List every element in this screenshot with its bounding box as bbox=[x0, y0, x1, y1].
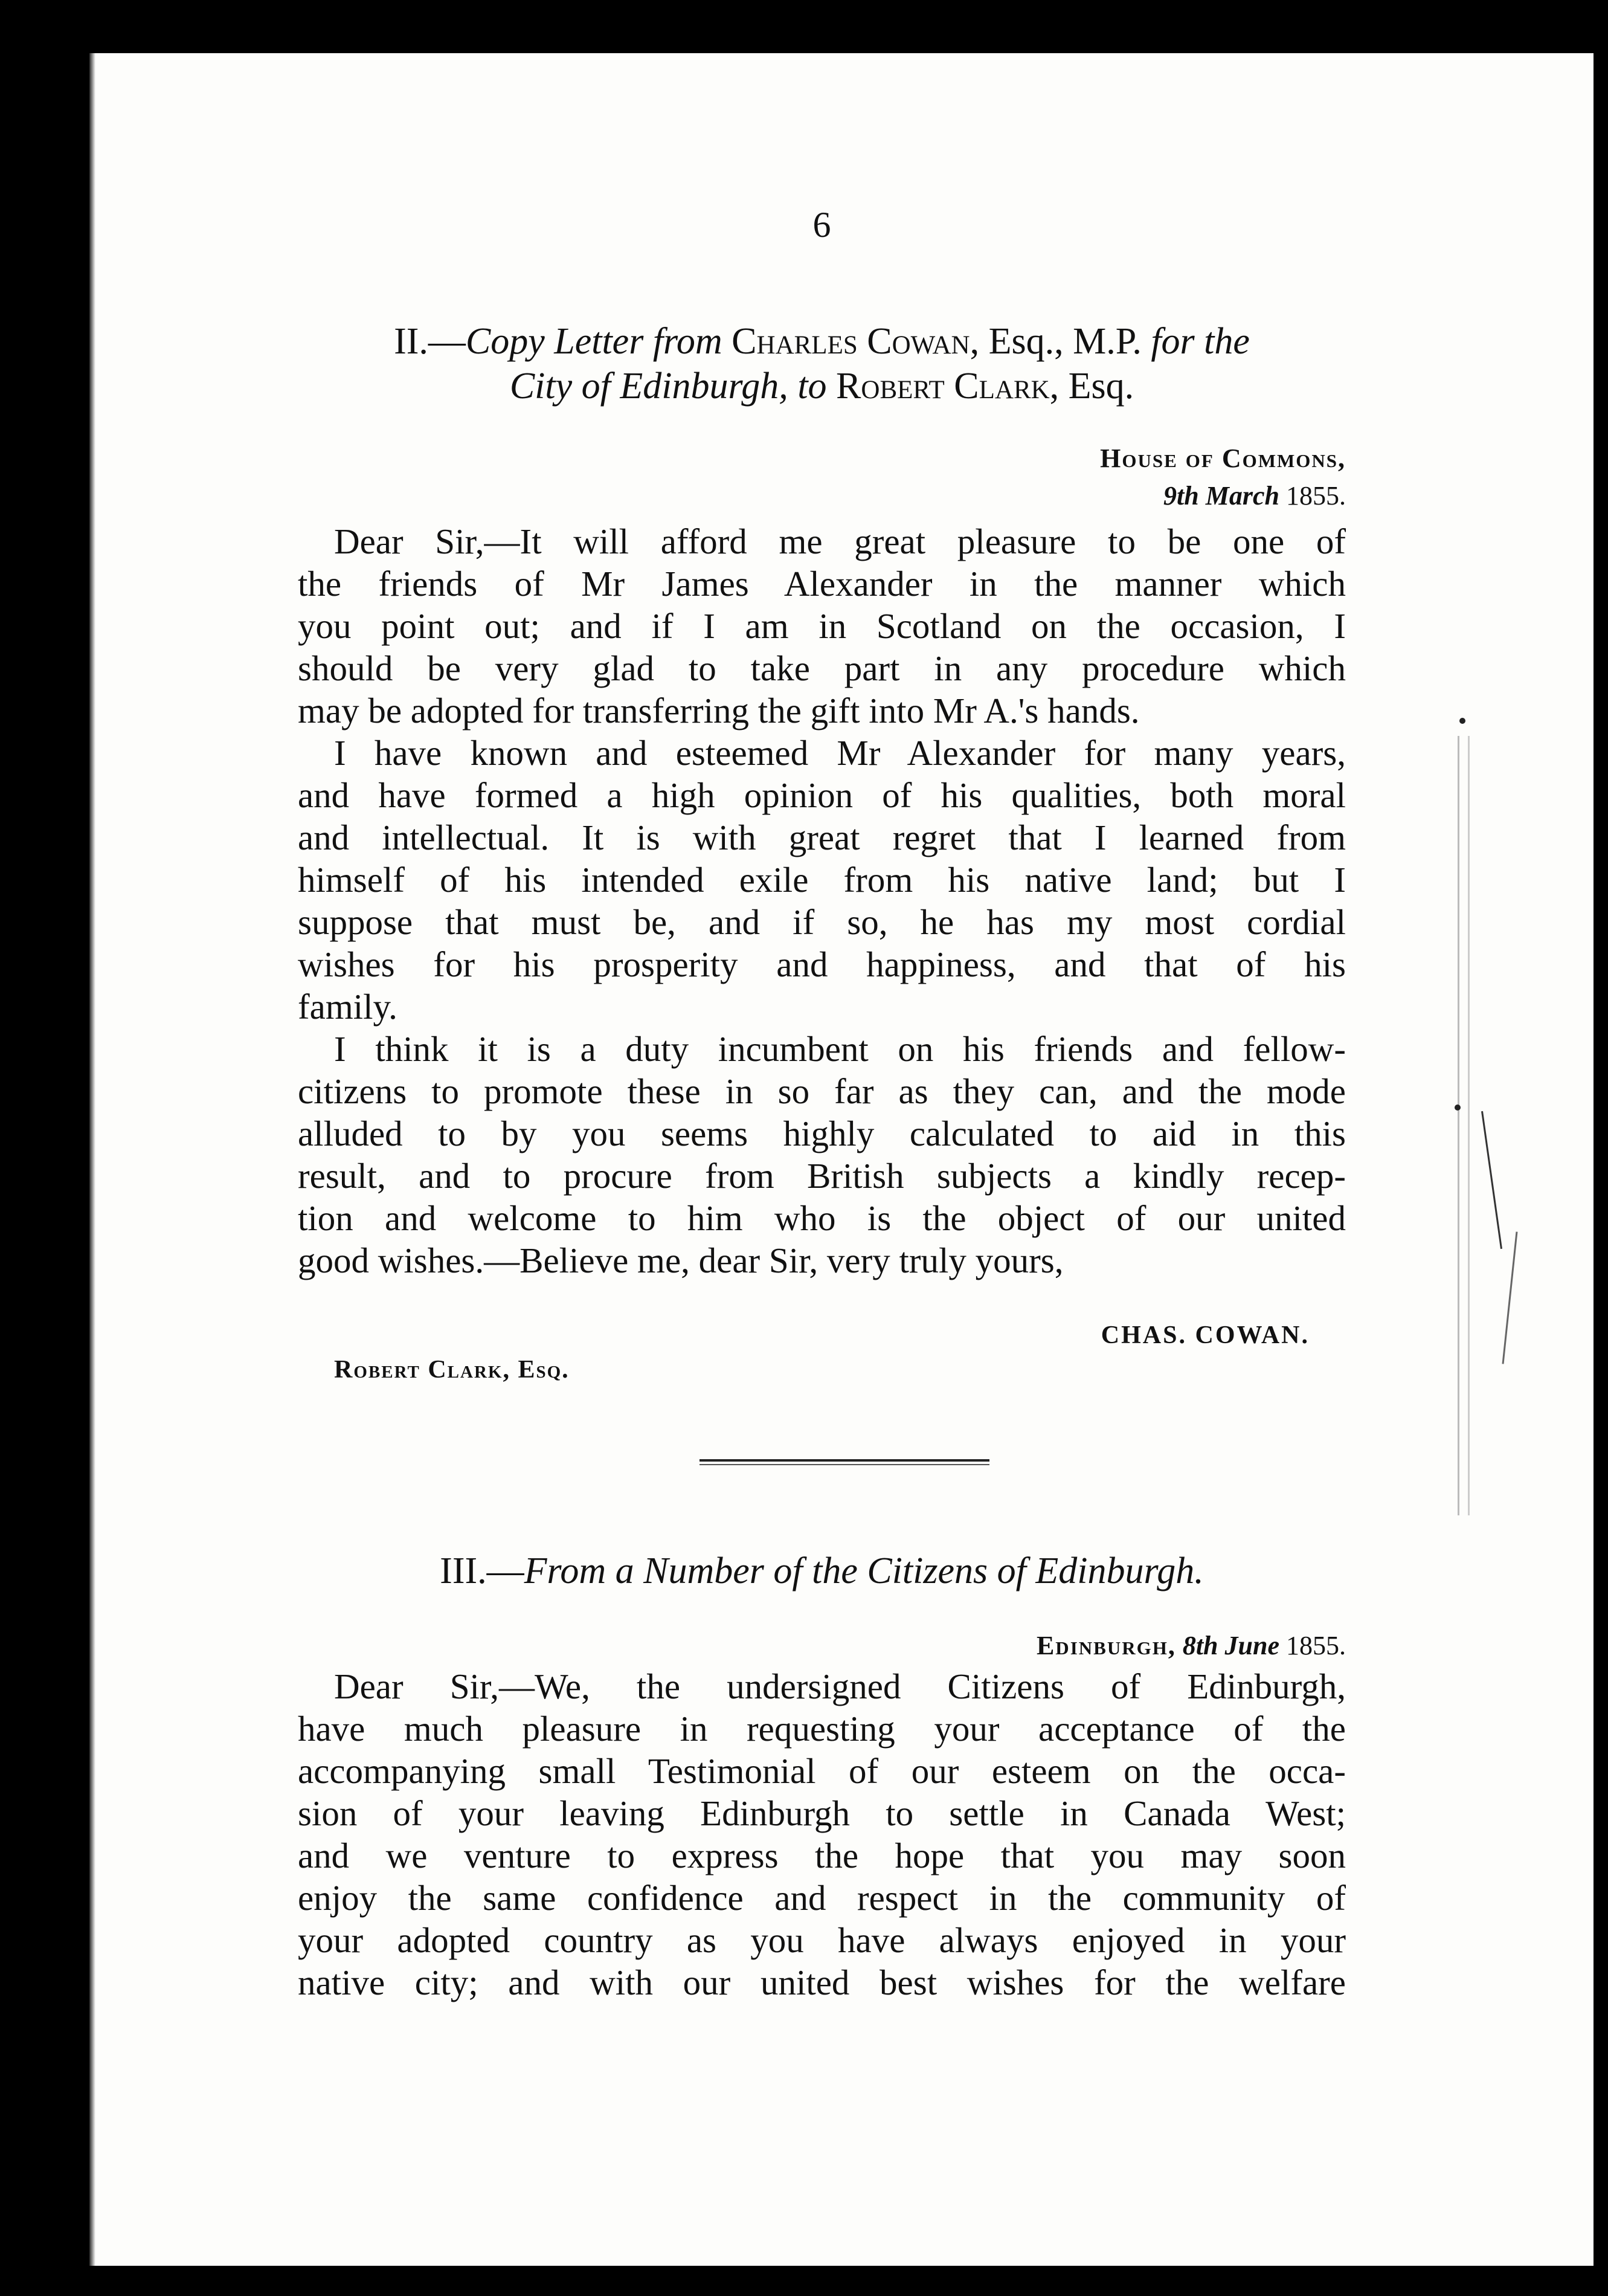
heading-italic: Copy Letter from bbox=[465, 321, 722, 362]
section-divider-thin bbox=[699, 1464, 989, 1465]
text-line: family. bbox=[298, 987, 397, 1027]
heading-italic-2: for the bbox=[1151, 321, 1250, 362]
section-three-dateline bbox=[1037, 1627, 1346, 1665]
text-line: Dear Sir,—It will afford me great pleasure to be one of bbox=[334, 521, 1346, 561]
text-line: citizens to promote these in so far as they can, and the mode bbox=[298, 1071, 1346, 1111]
text-line: sion of your leaving Edinburgh to settle in Canada West; bbox=[298, 1793, 1346, 1833]
text-line: tion and welcome to him who is the object of our united bbox=[298, 1198, 1346, 1238]
heading-esq: , Esq. bbox=[1049, 366, 1134, 407]
text-line: and we venture to express the hope that you may soon bbox=[298, 1836, 1346, 1875]
text-line: and intellectual. It is with great regret that I learned from bbox=[298, 817, 1346, 857]
heading-name-clark: Robert Clark bbox=[836, 366, 1050, 407]
dateline-date: 8th June bbox=[1182, 1631, 1279, 1660]
heading-prefix: III.— bbox=[440, 1550, 524, 1591]
text-line: native city; and with our united best wishes for the welfare bbox=[298, 1962, 1346, 2002]
text-line: have much pleasure in requesting your acceptance of the bbox=[298, 1709, 1346, 1749]
section-two-dateline bbox=[1100, 440, 1346, 515]
text-line: should be very glad to take part in any procedure which bbox=[298, 648, 1346, 688]
heading-to: to bbox=[797, 366, 827, 407]
text-line: and have formed a high opinion of his qualities, both moral bbox=[298, 775, 1346, 815]
signature: CHAS. COWAN. bbox=[1101, 1321, 1310, 1349]
dateline-year: 1855. bbox=[1286, 481, 1346, 511]
dateline-place: Edinburgh, bbox=[1036, 1631, 1176, 1660]
text-line: you point out; and if I am in Scotland on the occasion, I bbox=[298, 606, 1346, 646]
text-line: alluded to by you seems highly calculated to aid in this bbox=[298, 1114, 1346, 1153]
text-line: the friends of Mr James Alexander in the manner which bbox=[298, 564, 1346, 604]
dateline-year: 1855. bbox=[1286, 1631, 1346, 1660]
dateline-date: 9th March bbox=[1163, 481, 1279, 511]
section-divider bbox=[699, 1459, 989, 1462]
page-number: 6 bbox=[812, 205, 831, 245]
letter-paragraph-2 bbox=[298, 732, 1346, 1028]
text-line: I think it is a duty incumbent on his friends and fellow- bbox=[334, 1029, 1346, 1069]
margin-scan-line bbox=[1468, 736, 1470, 1515]
text-line: result, and to procure from British subjects a kindly recep- bbox=[298, 1156, 1346, 1196]
page bbox=[89, 53, 1594, 2266]
heading-italic: From a Number of the Citizens of Edinburgh. bbox=[524, 1550, 1204, 1591]
text-line: suppose that must be, and if so, he has my most cordial bbox=[298, 902, 1346, 942]
text-line: I have known and esteemed Mr Alexander for many years, bbox=[334, 733, 1346, 773]
letter-paragraph-3 bbox=[298, 1028, 1346, 1282]
dateline-place: House of Commons, bbox=[1100, 443, 1346, 473]
text-line: Dear Sir,—We, the undersigned Citizens of Edinburgh, bbox=[334, 1666, 1346, 1706]
text-line: himself of his intended exile from his native land; but I bbox=[298, 860, 1346, 900]
text-line: accompanying small Testimonial of our esteem on the occa- bbox=[298, 1751, 1346, 1791]
section-two-heading bbox=[298, 319, 1346, 408]
page-edge-shadow bbox=[89, 53, 95, 2266]
heading-prefix: II.— bbox=[394, 321, 466, 362]
text-line: good wishes.—Believe me, dear Sir, very truly yours, bbox=[298, 1240, 1064, 1280]
margin-scan-line bbox=[1458, 736, 1459, 1515]
heading-name-cowan: Charles Cowan bbox=[732, 321, 970, 362]
text-line: wishes for his prosperity and happiness, and that of his bbox=[298, 944, 1346, 984]
heading-line-1 bbox=[394, 321, 1250, 362]
margin-stroke bbox=[1481, 1111, 1502, 1249]
margin-dot bbox=[1459, 718, 1465, 724]
citizens-letter-paragraph bbox=[298, 1665, 1346, 2004]
letter-paragraph-1 bbox=[298, 520, 1346, 732]
heading-title: , Esq., M.P. bbox=[970, 321, 1142, 362]
margin-dot bbox=[1455, 1104, 1461, 1111]
heading-line-2 bbox=[510, 366, 1134, 407]
heading-city: City of Edinburgh, bbox=[509, 366, 788, 407]
text-line: may be adopted for transferring the gift into Mr A.'s hands. bbox=[298, 691, 1140, 730]
text-line: your adopted country as you have always enjoyed in your bbox=[298, 1920, 1346, 1960]
margin-stroke bbox=[1502, 1231, 1518, 1364]
section-three-heading bbox=[298, 1549, 1346, 1593]
text-line: enjoy the same confidence and respect in the community of bbox=[298, 1878, 1346, 1918]
addressee: Robert Clark, Esq. bbox=[334, 1356, 570, 1384]
